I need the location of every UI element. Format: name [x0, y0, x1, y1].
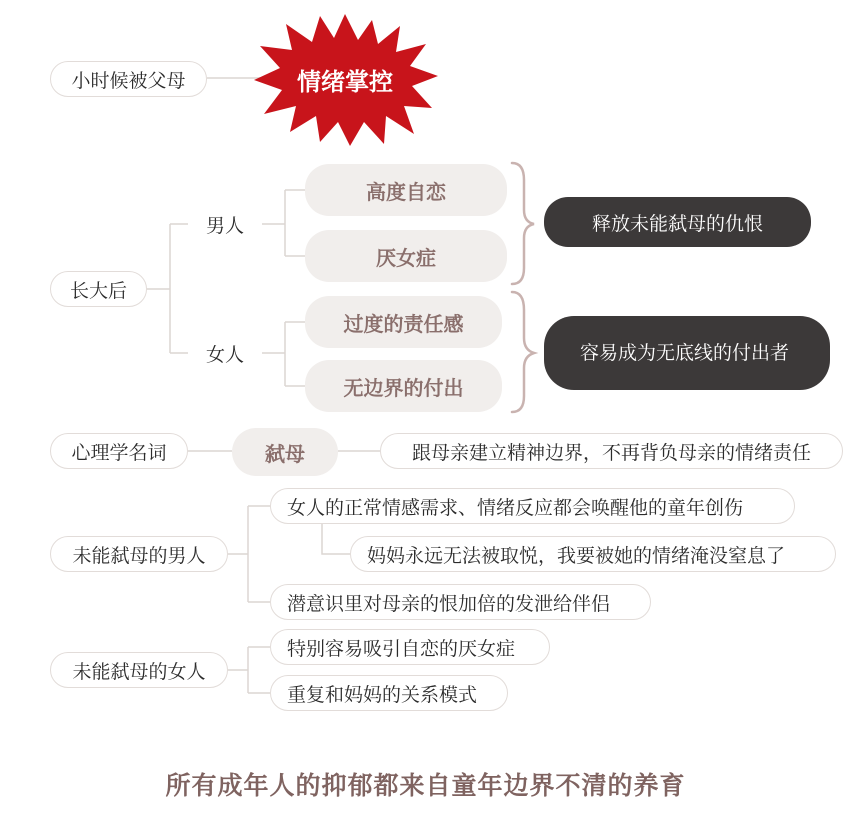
- male-trait-misogyny: 厌女症: [305, 230, 507, 282]
- section-adulthood-label: 长大后: [50, 271, 147, 307]
- female-trait-giving: 无边界的付出: [305, 360, 502, 412]
- male-trait-narcissism: 高度自恋: [305, 164, 507, 216]
- term-matricide: 弑母: [232, 428, 338, 476]
- women-item-attract: 特别容易吸引自恋的厌女症: [270, 629, 550, 665]
- section-psychology-label: 心理学名词: [50, 433, 188, 469]
- section-women-label: 未能弑母的女人: [50, 652, 228, 688]
- burst-title: 情绪掌控: [297, 67, 393, 96]
- women-item-pattern: 重复和妈妈的关系模式: [270, 675, 508, 711]
- men-item-partner: 潜意识里对母亲的恨加倍的发泄给伴侣: [270, 584, 651, 620]
- men-item-trauma: 女人的正常情感需求、情绪反应都会唤醒他的童年创伤: [270, 488, 795, 524]
- section-childhood-label: 小时候被父母: [50, 61, 207, 97]
- term-definition: 跟母亲建立精神边界，不再背负母亲的情绪责任: [380, 433, 843, 469]
- female-label: 女人: [188, 335, 262, 371]
- male-label: 男人: [188, 206, 262, 242]
- footer-conclusion: 所有成年人的抑郁都来自童年边界不清的养育: [165, 771, 686, 800]
- female-result: 容易成为无底线的付出者: [544, 316, 830, 390]
- female-trait-responsibility: 过度的责任感: [305, 296, 502, 348]
- male-result: 释放未能弑母的仇恨: [544, 197, 811, 247]
- section-men-label: 未能弑母的男人: [50, 536, 228, 572]
- men-item-mother: 妈妈永远无法被取悦，我要被她的情绪淹没窒息了: [350, 536, 836, 572]
